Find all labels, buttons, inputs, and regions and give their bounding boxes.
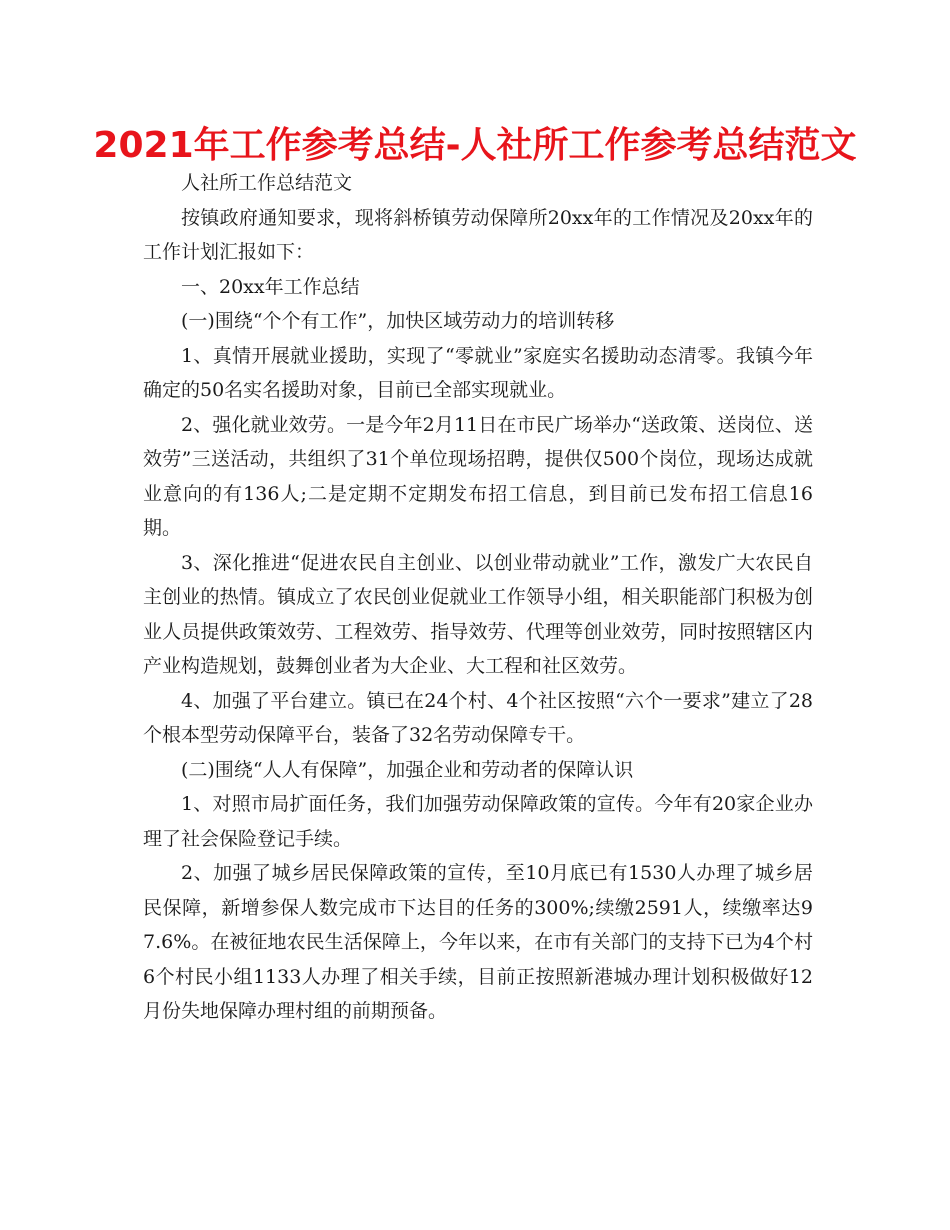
document-title: 2021年工作参考总结-人社所工作参考总结范文 bbox=[93, 125, 857, 166]
paragraph-item-1-4: 4、加强了平台建立。镇已在24个村、4个社区按照“六个一要求”建立了28个根本型劳动保障平台，装备了32名劳动保障专干。 bbox=[143, 689, 813, 746]
paragraph-subtitle: 人社所工作总结范文 bbox=[181, 172, 353, 194]
paragraph-item-1-3: 3、深化推进“促进农民自主创业、以创业带动就业”工作，激发广大农民自主创业的热情。镇成立了农民创业促就业工作领导小组，相关职能部门积极为创业人员提供政策效劳、工程效劳、指导效劳、代理等创业效劳，同时按照辖区内产业构造规划，鼓舞创业者为大企业、大工程和社区效劳。 bbox=[143, 551, 813, 677]
paragraph-item-1-2: 2、强化就业效劳。一是今年2月11日在市民广场举办“送政策、送岗位、送效劳”三送活动，共组织了31个单位现场招聘，提供仅500个岗位，现场达成就业意向的有136人;二是定期不定期发布招工信息，到目前已发布招工信息16期。 bbox=[143, 413, 813, 539]
paragraph-intro: 按镇政府通知要求，现将斜桥镇劳动保障所20xx年的工作情况及20xx年的工作计划汇报如下： bbox=[143, 206, 813, 263]
section-heading-1: 一、20xx年工作总结 bbox=[181, 275, 360, 298]
subsection-heading-2: (二)围绕“人人有保障”，加强企业和劳动者的保障认识 bbox=[181, 758, 634, 781]
document-body bbox=[143, 166, 813, 1029]
paragraph-item-2-1: 1、对照市局扩面任务，我们加强劳动保障政策的宣传。今年有20家企业办理了社会保险登记手续。 bbox=[143, 793, 813, 850]
subsection-heading-1: (一)围绕“个个有工作”，加快区域劳动力的培训转移 bbox=[181, 310, 615, 332]
paragraph-item-1-1: 1、真情开展就业援助，实现了“零就业”家庭实名援助动态清零。我镇今年确定的50名实名援助对象，目前已全部实现就业。 bbox=[143, 344, 813, 401]
paragraph-item-2-2: 2、加强了城乡居民保障政策的宣传，至10月底已有1530人办理了城乡居民保障，新增参保人数完成市下达目的任务的300%;续缴2591人，续缴率达97.6%。在被征地农民生活保障上，今年以来，在市有关部门的支持下已为4个村6个村民小组1133人办理了相关手续，目前正按照新港城办理计划积极做好12月份失地保障办理村组的前期预备。 bbox=[143, 862, 813, 1022]
